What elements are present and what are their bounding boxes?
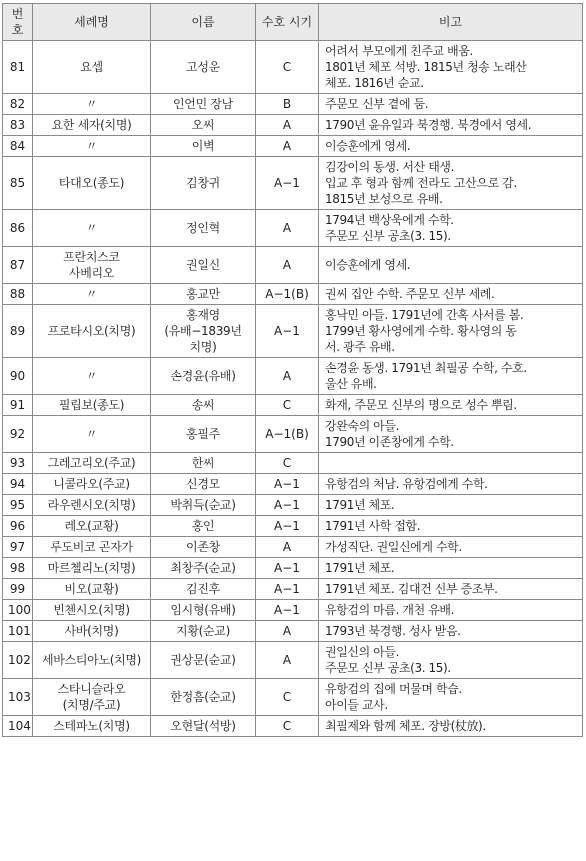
- table-row: [3, 516, 583, 537]
- period: C: [256, 679, 319, 716]
- period: C: [256, 453, 319, 474]
- period: A−1: [256, 579, 319, 600]
- baptismal-name: 필립보(종도): [33, 395, 151, 416]
- table-row: [3, 495, 583, 516]
- baptismal-name: 〃: [33, 358, 151, 395]
- table-row: [3, 358, 583, 395]
- header-number: 번호: [3, 4, 33, 41]
- notes: 가성직단. 권일신에게 수학.: [319, 537, 583, 558]
- person-name: 이존창: [151, 537, 256, 558]
- notes: 강완숙의 아들. 1790년 이존창에게 수학.: [319, 416, 583, 453]
- period: A: [256, 115, 319, 136]
- row-number: 98: [3, 558, 33, 579]
- period: A−1: [256, 600, 319, 621]
- period: A−1: [256, 516, 319, 537]
- row-number: 104: [3, 716, 33, 737]
- table-row: [3, 579, 583, 600]
- period: B: [256, 94, 319, 115]
- notes: 1791년 체포.: [319, 558, 583, 579]
- notes: 최필제와 함께 체포. 장방(杖放).: [319, 716, 583, 737]
- period: A: [256, 247, 319, 284]
- person-name: 신경모: [151, 474, 256, 495]
- period: A: [256, 621, 319, 642]
- table-row: [3, 115, 583, 136]
- row-number: 101: [3, 621, 33, 642]
- row-number: 90: [3, 358, 33, 395]
- period: C: [256, 395, 319, 416]
- period: C: [256, 716, 319, 737]
- person-name: 한씨: [151, 453, 256, 474]
- table-row: [3, 395, 583, 416]
- baptismal-name: 레오(교황): [33, 516, 151, 537]
- person-name: 권일신: [151, 247, 256, 284]
- notes: 유항검의 집에 머물며 학습. 아이들 교사.: [319, 679, 583, 716]
- period: A: [256, 210, 319, 247]
- row-number: 100: [3, 600, 33, 621]
- person-name: 지황(순교): [151, 621, 256, 642]
- baptismal-name: 프로타시오(치명): [33, 305, 151, 358]
- baptismal-name: 요셉: [33, 41, 151, 94]
- period: A−1: [256, 305, 319, 358]
- period: A−1: [256, 558, 319, 579]
- table-row: [3, 716, 583, 737]
- table-row: [3, 210, 583, 247]
- table-row: [3, 284, 583, 305]
- notes: [319, 453, 583, 474]
- person-name: 홍인: [151, 516, 256, 537]
- row-number: 92: [3, 416, 33, 453]
- person-name: 이벽: [151, 136, 256, 157]
- notes: 유항검의 처남. 유항검에게 수학.: [319, 474, 583, 495]
- baptismal-name: 〃: [33, 94, 151, 115]
- row-number: 96: [3, 516, 33, 537]
- period: A−1: [256, 495, 319, 516]
- person-name: 손경윤(유배): [151, 358, 256, 395]
- period: C: [256, 41, 319, 94]
- notes: 1790년 윤유일과 북경행. 북경에서 영세.: [319, 115, 583, 136]
- baptismal-name: 사바(치명): [33, 621, 151, 642]
- baptismal-name: 〃: [33, 416, 151, 453]
- notes: 이승훈에게 영세.: [319, 247, 583, 284]
- baptismal-name: 비오(교황): [33, 579, 151, 600]
- period: A−1(B): [256, 284, 319, 305]
- baptismal-name: 〃: [33, 210, 151, 247]
- person-name: 한정흠(순교): [151, 679, 256, 716]
- table-row: [3, 94, 583, 115]
- person-name: 권상문(순교): [151, 642, 256, 679]
- person-name: 김진후: [151, 579, 256, 600]
- period: A: [256, 358, 319, 395]
- baptismal-name: 마르첼리노(치명): [33, 558, 151, 579]
- row-number: 86: [3, 210, 33, 247]
- person-name: 고성운: [151, 41, 256, 94]
- table-row: [3, 305, 583, 358]
- person-name: 오씨: [151, 115, 256, 136]
- table-row: [3, 679, 583, 716]
- baptismal-name: 니콜라오(주교): [33, 474, 151, 495]
- header-baptismal-name: 세례명: [33, 4, 151, 41]
- notes: 1791년 체포. 김대건 신부 증조부.: [319, 579, 583, 600]
- person-name: 오현달(석방): [151, 716, 256, 737]
- saints-table: [2, 3, 583, 737]
- row-number: 97: [3, 537, 33, 558]
- notes: 권일신의 아들. 주문모 신부 공초(3. 15).: [319, 642, 583, 679]
- person-name: 송씨: [151, 395, 256, 416]
- baptismal-name: 라우렌시오(치명): [33, 495, 151, 516]
- table-row: [3, 600, 583, 621]
- row-number: 99: [3, 579, 33, 600]
- row-number: 94: [3, 474, 33, 495]
- baptismal-name: 프란치스코 사베리오: [33, 247, 151, 284]
- period: A: [256, 642, 319, 679]
- table-row: [3, 474, 583, 495]
- row-number: 82: [3, 94, 33, 115]
- row-number: 88: [3, 284, 33, 305]
- header-row: [3, 4, 583, 41]
- notes: 1793년 북경행. 성사 받음.: [319, 621, 583, 642]
- table-row: [3, 558, 583, 579]
- baptismal-name: 스테파노(치명): [33, 716, 151, 737]
- row-number: 95: [3, 495, 33, 516]
- baptismal-name: 타대오(종도): [33, 157, 151, 210]
- row-number: 89: [3, 305, 33, 358]
- person-name: 최창주(순교): [151, 558, 256, 579]
- notes: 1791년 사학 접함.: [319, 516, 583, 537]
- notes: 손경윤 동생. 1791년 최필공 수학, 수호. 울산 유배.: [319, 358, 583, 395]
- period: A: [256, 136, 319, 157]
- table-row: [3, 453, 583, 474]
- person-name: 정인혁: [151, 210, 256, 247]
- baptismal-name: 루도비코 곤자가: [33, 537, 151, 558]
- notes: 화재, 주문모 신부의 명으로 성수 뿌림.: [319, 395, 583, 416]
- baptismal-name: 요한 세자(치명): [33, 115, 151, 136]
- header-period: 수호 시기: [256, 4, 319, 41]
- person-name: 인언민 장남: [151, 94, 256, 115]
- row-number: 87: [3, 247, 33, 284]
- header-name: 이름: [151, 4, 256, 41]
- period: A−1: [256, 474, 319, 495]
- row-number: 103: [3, 679, 33, 716]
- person-name: 임시형(유배): [151, 600, 256, 621]
- table-row: [3, 157, 583, 210]
- header-notes: 비고: [319, 4, 583, 41]
- person-name: 김창귀: [151, 157, 256, 210]
- notes: 어려서 부모에게 친주교 배움. 1801년 체포 석방. 1815년 청송 노래산 체포. 1816년 순교.: [319, 41, 583, 94]
- notes: 김강이의 동생. 서산 태생. 입교 후 형과 함께 전라도 고산으로 감. 1815년 보성으로 유배.: [319, 157, 583, 210]
- table-row: [3, 416, 583, 453]
- table-row: [3, 41, 583, 94]
- notes: 홍낙민 아들. 1791년에 간혹 사서를 봄. 1799년 황사영에게 수학. 황사영의 동 서. 광주 유배.: [319, 305, 583, 358]
- row-number: 84: [3, 136, 33, 157]
- person-name: 홍재영 (유배−1839년 치명): [151, 305, 256, 358]
- baptismal-name: 〃: [33, 136, 151, 157]
- table-row: [3, 537, 583, 558]
- row-number: 85: [3, 157, 33, 210]
- row-number: 93: [3, 453, 33, 474]
- row-number: 83: [3, 115, 33, 136]
- notes: 1794년 백상욱에게 수학. 주문모 신부 공초(3. 15).: [319, 210, 583, 247]
- row-number: 91: [3, 395, 33, 416]
- table-row: [3, 247, 583, 284]
- period: A−1(B): [256, 416, 319, 453]
- notes: 권씨 집안 수학. 주문모 신부 세례.: [319, 284, 583, 305]
- table-row: [3, 621, 583, 642]
- person-name: 홍필주: [151, 416, 256, 453]
- notes: 이승훈에게 영세.: [319, 136, 583, 157]
- period: A−1: [256, 157, 319, 210]
- row-number: 81: [3, 41, 33, 94]
- notes: 유항검의 마름. 개천 유배.: [319, 600, 583, 621]
- table-row: [3, 136, 583, 157]
- baptismal-name: 빈첸시오(치명): [33, 600, 151, 621]
- row-number: 102: [3, 642, 33, 679]
- baptismal-name: 스타니슬라오 (치명/주교): [33, 679, 151, 716]
- baptismal-name: 〃: [33, 284, 151, 305]
- person-name: 박취득(순교): [151, 495, 256, 516]
- period: A: [256, 537, 319, 558]
- person-name: 홍교만: [151, 284, 256, 305]
- notes: 1791년 체포.: [319, 495, 583, 516]
- table-row: [3, 642, 583, 679]
- table-body: [3, 41, 583, 737]
- notes: 주문모 신부 곁에 둠.: [319, 94, 583, 115]
- baptismal-name: 세바스티아노(치명): [33, 642, 151, 679]
- baptismal-name: 그레고리오(주교): [33, 453, 151, 474]
